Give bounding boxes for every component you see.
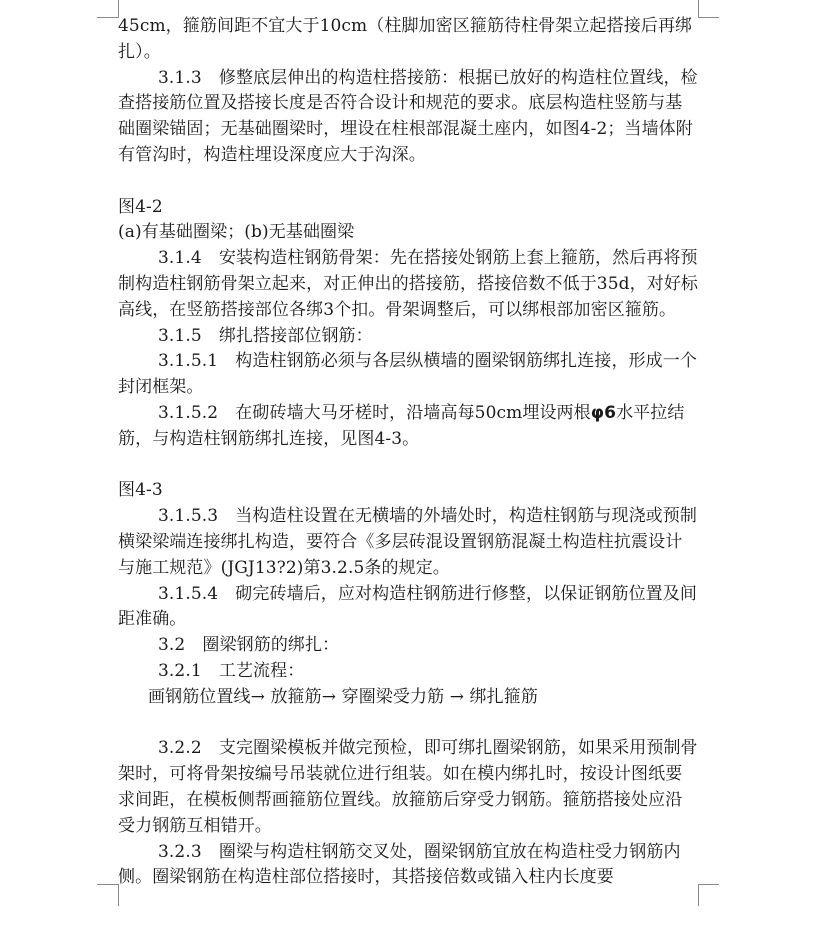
blank-line bbox=[118, 453, 698, 479]
crop-mark-top-right-h bbox=[698, 17, 719, 18]
paragraph-3-1-5-2-part-a: 3.1.5.2 在砌砖墙大马牙槎时，沿墙高每50cm埋设两根 bbox=[158, 402, 591, 423]
paragraph-3-1-4: 3.1.4 安装构造柱钢筋骨架：先在搭接处钢筋上套上箍筋，然后再将预制构造柱钢筋骨架立起来，对正伸出的搭接筋，搭接倍数不低于35d，对好标高线，在竖筋搭接部位各绑3个扣。骨架调整后，可以绑根部加密区箍筋。 bbox=[118, 248, 699, 320]
paragraph-3-1-5-3: 3.1.5.3 当构造柱设置在无横墙的外墙处时，构造柱钢筋与现浇或预制横梁梁端连接绑扎构造，要符合《多层砖混设置钢筋混凝土构造柱抗震设计与施工规范》(JGJ13?2)第3.2.5条的规定。 bbox=[118, 506, 697, 578]
paragraph-3-2-3: 3.2.3 圈梁与构造柱钢筋交叉处，圈梁钢筋宜放在构造柱受力钢筋内侧。圈梁钢筋在构造柱部位搭接时，其搭接倍数或锚入柱内长度要 bbox=[118, 841, 681, 888]
figure-label-4-2: 图4-2 bbox=[118, 196, 163, 217]
document-body bbox=[118, 14, 698, 891]
figure-label-4-3: 图4-3 bbox=[118, 480, 163, 501]
crop-mark-bottom-left-h bbox=[97, 884, 118, 885]
paragraph-3-1-5: 3.1.5 绑扎搭接部位钢筋： bbox=[158, 325, 373, 346]
paragraph-3-1-5-2-part-b: 水平拉结筋，与构造柱钢筋绑扎连接，见图4-3。 bbox=[118, 402, 685, 449]
blank-line bbox=[118, 711, 698, 737]
paragraph-3-1-5-2 bbox=[118, 401, 698, 453]
paragraph-3-1-3: 3.1.3 修整底层伸出的构造柱搭接筋：根据已放好的构造柱位置线，检查搭接筋位置及搭接长度是否符合设计和规范的要求。底层构造柱竖筋与基础圈梁锚固；无基础圈梁时，埋设在柱根部混凝土座内，如图4-2；当墙体附有管沟时，构造柱埋设深度应大于沟深。 bbox=[118, 67, 698, 165]
figure-caption-4-2: (a)有基础圈梁；(b)无基础圈梁 bbox=[118, 222, 355, 243]
crop-mark-bottom-right-h bbox=[698, 884, 719, 885]
paragraph-3-2-2: 3.2.2 支完圈梁模板并做完预检，即可绑扎圈梁钢筋，如果采用预制骨架时，可将骨架按编号吊装就位进行组装。如在模内绑扎时，按设计图纸要求间距，在模板侧帮画箍筋位置线。放箍筋后穿受力钢筋。箍筋搭接处应沿受力钢筋互相错开。 bbox=[118, 738, 698, 836]
blank-line bbox=[118, 169, 698, 195]
heading-3-2: 3.2 圈梁钢筋的绑扎： bbox=[158, 635, 340, 656]
crop-mark-top-right-v bbox=[698, 0, 699, 18]
rebar-diameter-symbol: φ6 bbox=[590, 402, 617, 423]
process-flow: 画钢筋位置线→ 放箍筋→ 穿圈梁受力筋 → 绑扎箍筋 bbox=[148, 686, 538, 707]
crop-mark-bottom-right-v bbox=[698, 884, 699, 906]
paragraph-3-1-5-1: 3.1.5.1 构造柱钢筋必须与各层纵横墙的圈梁钢筋绑扎连接，形成一个封闭框架。 bbox=[118, 351, 697, 398]
crop-mark-top-left-h bbox=[97, 17, 118, 18]
paragraph-3-1-5-4: 3.1.5.4 砌完砖墙后，应对构造柱钢筋进行修整，以保证钢筋位置及间距准确。 bbox=[118, 583, 697, 630]
paragraph: 45cm，箍筋间距不宜大于10cm（柱脚加密区箍筋待柱骨架立起搭接后再绑扎）。 bbox=[118, 16, 693, 62]
heading-3-2-1: 3.2.1 工艺流程： bbox=[158, 660, 305, 681]
